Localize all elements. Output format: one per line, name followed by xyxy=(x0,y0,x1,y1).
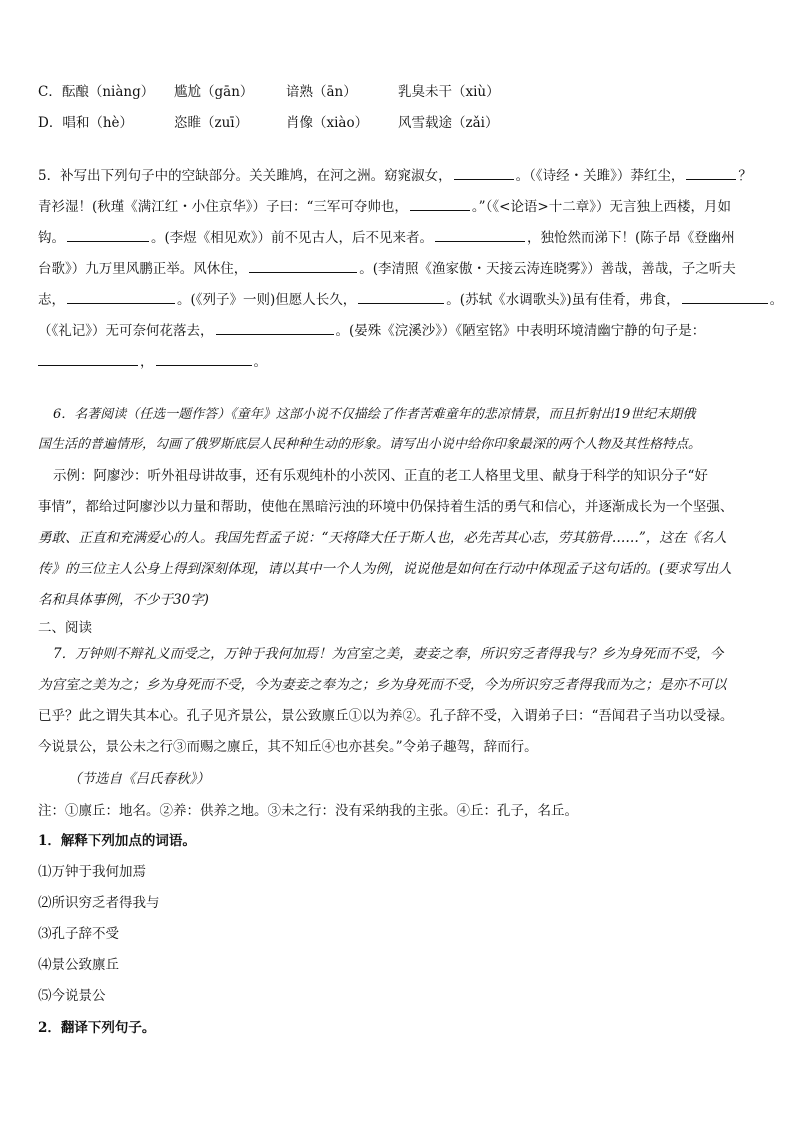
q5-text: 。(李煜《相见欢》）前不见古人，后不见来者。 xyxy=(151,230,434,246)
option-c xyxy=(38,83,500,101)
option-c-2: 尴尬（gān） xyxy=(174,84,254,100)
answer-blank[interactable] xyxy=(454,167,514,180)
q6-line-6: 传》的三位主人公身上得到深刻体现，请以其中一个人为例，说说他是如何在行动中体现孟子这句话的。(要求写出人 xyxy=(38,561,732,577)
answer-blank[interactable] xyxy=(249,260,357,273)
q5-text: 。(苏轼《水调歌头》)虽有佳肴，弗食， xyxy=(446,292,680,308)
answer-blank[interactable] xyxy=(358,291,444,304)
q5-text: （《礼记》）无可奈何花落去， xyxy=(38,323,214,339)
option-c-4: 乳臭未干（xiù） xyxy=(398,84,500,100)
q5-text: 。”（《<论语>十二章》）无言独上西楼，月如 xyxy=(471,199,731,215)
option-d-1: D．唱和（hè） xyxy=(38,115,134,131)
task-1-item-4: ⑷景公致廪丘 xyxy=(38,957,119,973)
task-1-heading: 1．解释下列加点的词语。 xyxy=(38,833,196,849)
q7-line-2: 为宫室之美为之；乡为身死而不受，今为妻妾之奉为之；乡为身死而不受，今为所识穷乏者得我而为之；是亦不可以 xyxy=(38,677,727,693)
answer-blank[interactable] xyxy=(435,229,525,242)
answer-blank[interactable] xyxy=(67,291,175,304)
q5-line-5 xyxy=(38,291,783,309)
q5-text: 。 xyxy=(253,354,267,370)
q5-line-2 xyxy=(38,198,731,216)
option-d xyxy=(38,114,498,132)
option-d-2: 恣睢（zuī） xyxy=(174,115,249,131)
q6-line-1: 6．名著阅读（任选一题作答）《童年》这部小说不仅描绘了作者苦难童年的悲凉情景，而且折射出19世纪末期俄 xyxy=(53,407,696,422)
task-1-item-1: ⑴万钟于我何加焉 xyxy=(38,864,146,880)
q7-source: （节选自《吕氏春秋》） xyxy=(68,771,210,787)
q5-line-4 xyxy=(38,260,736,278)
q7-line-3: 已乎？此之谓失其本心。孔子见齐景公，景公致廪丘①以为养②。孔子辞不受，入谓弟子曰：“吾闻君子当功以受禄。 xyxy=(38,708,734,724)
q5-text: 5．补写出下列句子中的空缺部分。关关雎鸠，在河之洲。窈窕淑女， xyxy=(38,168,452,184)
option-d-4: 风雪载途（zǎi） xyxy=(398,115,499,131)
answer-blank[interactable] xyxy=(682,291,768,304)
q7-line-4: 今说景公，景公未之行③而赐之廪丘，其不知丘④也亦甚矣。”令弟子趣驾，辞而行。 xyxy=(38,739,538,755)
q5-text: 青衫湿！(秋瑾《满江红・小住京华》）子曰：“三军可夺帅也， xyxy=(38,199,408,215)
q5-text: 。（《诗经・关雎》）莽红尘， xyxy=(515,168,685,184)
q5-text: 。(李清照《渔家傲・天接云涛连晓雾》）善哉，善哉，子之听夫 xyxy=(359,261,736,277)
q7-line-1: 7．万钟则不辩礼义而受之，万钟于我何加焉！为宫室之美，妻妾之奉，所识穷乏者得我与？乡为身死而不受，今 xyxy=(53,646,724,662)
q5-text: ？ xyxy=(738,168,752,184)
q5-text: 。(晏殊《浣溪沙》）《陋室铭》中表明环境清幽宁静的句子是： xyxy=(335,323,706,339)
section-heading: 二、阅读 xyxy=(38,620,92,636)
option-c-3: 谙熟（ān） xyxy=(286,84,357,100)
q5-text: 钩。 xyxy=(38,230,65,246)
answer-blank[interactable] xyxy=(67,229,149,242)
q6-line-2: 国生活的普遍情形，勾画了俄罗斯底层人民种种生动的形象。请写出小说中给你印象最深的两个人物及其性格特点。 xyxy=(38,437,702,452)
q5-text: 志， xyxy=(38,292,65,308)
answer-blank[interactable] xyxy=(686,167,736,180)
answer-blank[interactable] xyxy=(38,353,138,366)
q7-notes: 注：①廪丘：地名。②养：供养之地。③未之行：没有采纳我的主张。④丘：孔子，名丘。 xyxy=(38,803,578,819)
q5-line-6 xyxy=(38,322,705,340)
q5-text: ，独怆然而涕下！(陈子昂《登幽州 xyxy=(527,230,735,246)
answer-blank[interactable] xyxy=(410,198,470,211)
q5-line-7 xyxy=(38,353,267,371)
q6-example-line-1: 示例：阿廖沙：听外祖母讲故事，还有乐观纯朴的小茨冈、正直的老工人格里戈里、献身于科学的知识分子“好 xyxy=(53,468,708,484)
option-d-3: 肖像（xiào） xyxy=(286,115,369,131)
q6-example-line-2: 事情”，都给过阿廖沙以力量和帮助，使他在黑暗污浊的环境中仍保持着生活的勇气和信心，并逐渐成长为一个坚强、 xyxy=(38,499,734,515)
answer-blank[interactable] xyxy=(216,322,334,335)
task-1-item-3: ⑶孔子辞不受 xyxy=(38,926,119,942)
q6-line-5: 勇敢、正直和充满爱心的人。我国先哲孟子说：“天将降大任于斯人也，必先苦其心志，劳其筋骨……”，这在《名人 xyxy=(38,530,727,546)
q5-text: 。(《列子》一则)但愿人长久， xyxy=(177,292,357,308)
q5-text: 。 xyxy=(769,292,784,308)
q5-line-3 xyxy=(38,229,735,247)
task-1-item-5: ⑸今说景公 xyxy=(38,988,106,1004)
option-c-1: C．酝酿（niàng） xyxy=(38,84,155,100)
q5-line-1 xyxy=(38,167,752,185)
q6-line-7: 名和具体事例，不少于30字) xyxy=(38,592,209,608)
answer-blank[interactable] xyxy=(156,353,252,366)
q5-text: 台歌》）九万里风鹏正举。风休住， xyxy=(38,261,248,277)
q5-text: ， xyxy=(140,354,154,370)
task-1-item-2: ⑵所识穷乏者得我与 xyxy=(38,895,160,911)
task-2-heading: 2．翻译下列句子。 xyxy=(38,1020,156,1036)
